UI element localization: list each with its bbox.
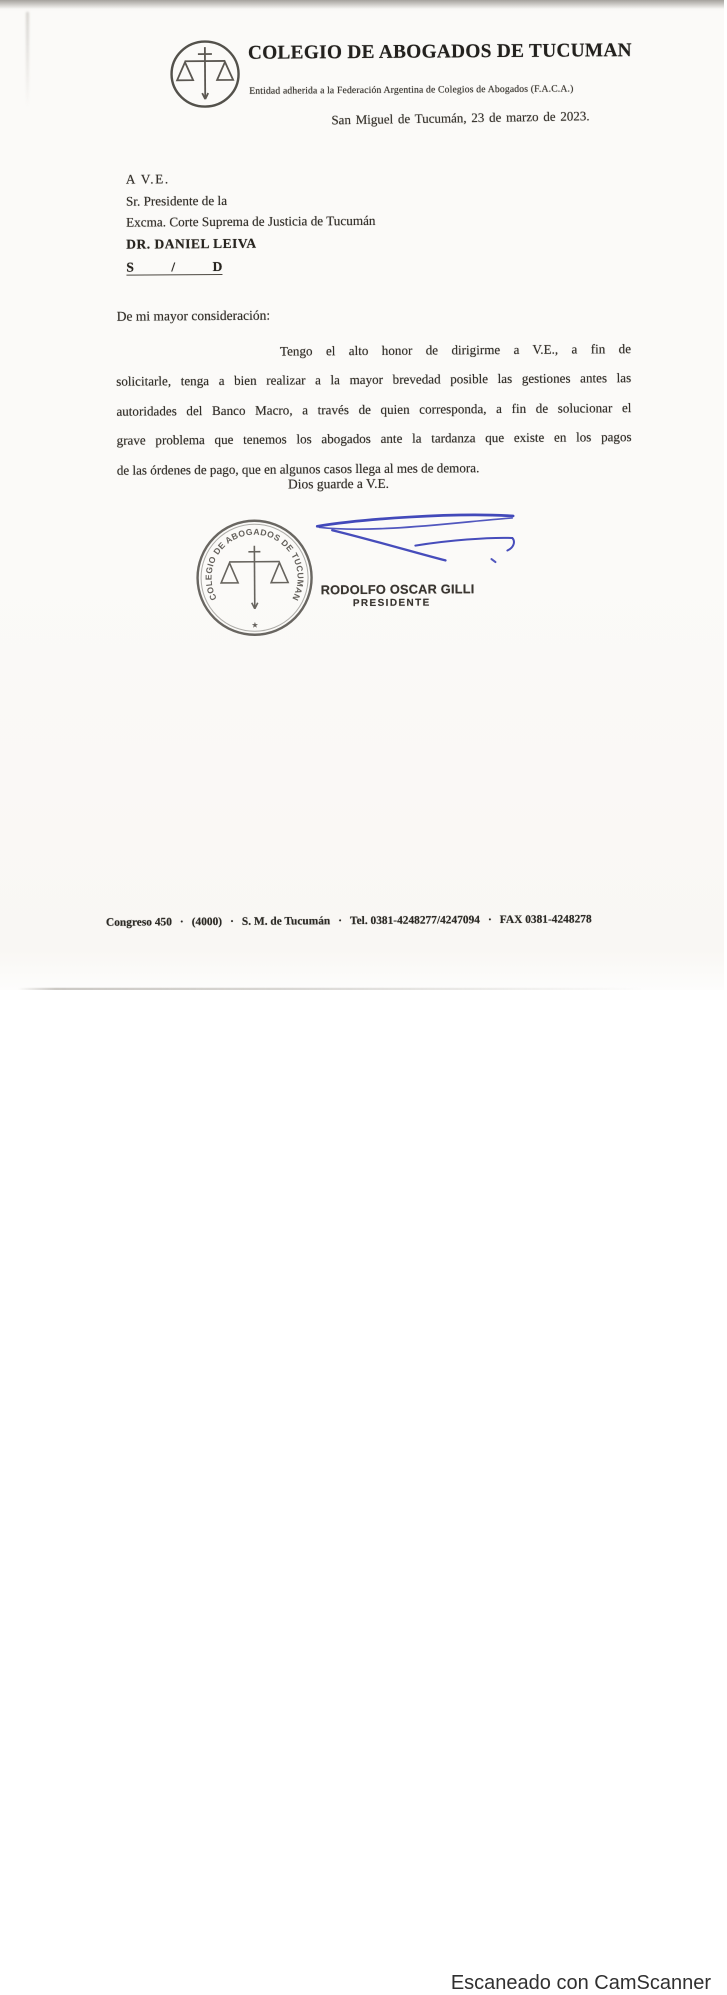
su-despacho-s: S: [126, 257, 134, 275]
footer-item-postal: (4000): [192, 916, 222, 928]
letter-footer: [106, 913, 626, 929]
organization-name: COLEGIO DE ABOGADOS DE TUCUMAN: [248, 40, 644, 65]
footer-separator: ·: [230, 916, 234, 928]
closing-line: Dios guarde a V.E.: [288, 476, 389, 493]
body-line: autoridades del Banco Macro, a través de quien corresponda, a fin de solucionar el: [116, 393, 631, 426]
stamp-star: ★: [251, 621, 258, 630]
footer-separator: ·: [180, 916, 184, 928]
date-line: San Miguel de Tucumán, 23 de marzo de 2023.: [331, 108, 589, 128]
footer-item-fax: FAX 0381-4248278: [500, 913, 592, 926]
signer-block: [321, 581, 463, 609]
recipient-line: Excma. Corte Suprema de Justicia de Tucumán: [126, 210, 376, 233]
footer-item-address: Congreso 450: [106, 916, 172, 928]
signature-ink: [302, 496, 525, 578]
stamp-circular-text: COLEGIO DE ABOGADOS DE TUCUMAN: [203, 526, 306, 603]
signer-name: RODOLFO OSCAR GILLI: [321, 581, 463, 597]
recipient-line: Sr. Presidente de la: [126, 188, 376, 211]
body-line: Tengo el alto honor de dirigirme a V.E., a fin de: [116, 334, 631, 367]
su-despacho-line: [126, 256, 222, 276]
footer-separator: ·: [488, 914, 492, 926]
body-line: de las órdenes de pago, que en algunos casos llega al mes de demora.: [117, 452, 632, 485]
recipient-block: [126, 167, 376, 276]
camscanner-watermark: Escaneado con CamScanner: [451, 1972, 711, 1995]
recipient-name: DR. DANIEL LEIVA: [126, 232, 376, 255]
scan-area: [0, 0, 724, 990]
letter-body: [116, 334, 632, 485]
body-line: grave problema que tenemos los abogados ante la tardanza que existe en los pagos: [117, 422, 632, 455]
institution-stamp: [192, 514, 317, 641]
body-line: solicitarle, tenga a bien realizar a la mayor brevedad posible las gestiones antes las: [116, 364, 631, 397]
footer-item-city: S. M. de Tucumán: [242, 915, 330, 928]
su-despacho-slash: /: [171, 257, 175, 275]
signer-title: PRESIDENTE: [321, 597, 463, 609]
su-despacho-d: D: [213, 256, 223, 274]
footer-separator: ·: [338, 915, 342, 927]
camscanner-strip: [0, 990, 724, 1024]
letter-content: [0, 0, 727, 993]
recipient-salutation: A V.E.: [126, 167, 376, 190]
stamp-scales-icon: [221, 546, 288, 609]
greeting-line: De mi mayor consideración:: [117, 308, 270, 325]
scales-of-justice-logo-icon: [167, 38, 244, 111]
affiliation-line: Entidad adherida a la Federación Argentina de Colegios de Abogados (F.A.C.A.): [249, 83, 619, 97]
footer-item-phone: Tel. 0381-4248277/4247094: [350, 914, 480, 927]
